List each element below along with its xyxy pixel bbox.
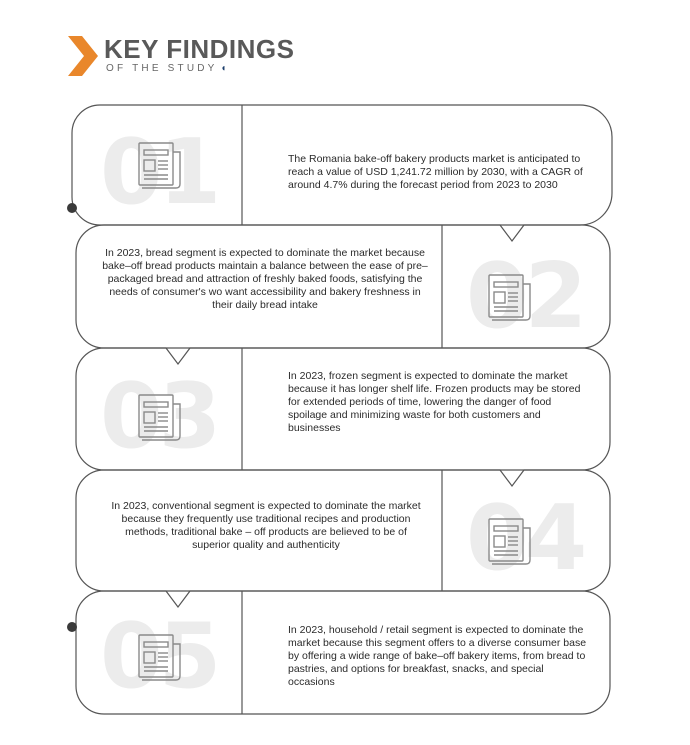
document-icon — [486, 272, 534, 322]
finding-text-03: In 2023, frozen segment is expected to dominate the market because it has longer shelf life. Frozen products may be stored for extended periods of time, lowering the danger of food spoilage and minimizing waste for both customers and businesses — [288, 370, 581, 434]
finding-number-03: 03 — [100, 364, 218, 469]
finding-number-01: 01 — [100, 120, 218, 225]
page-title: KEY FINDINGS — [104, 34, 295, 64]
finding-text-05: In 2023, household / retail segment is expected to dominate the market because this segment offers to a diverse consumer base by offering a wide range of bake–off bakery items, from bread to pastries, and options for breakfast, snacks, and special occasions — [288, 624, 587, 688]
page-subtitle: OF THE STUDY ◖ — [106, 63, 227, 74]
finding-number-02: 02 — [466, 244, 584, 349]
finding-number-05: 05 — [100, 604, 218, 709]
document-icon — [486, 516, 534, 566]
finding-text-01: The Romania bake-off bakery products market is anticipated to reach a value of USD 1,241.72 million by 2030, with a CAGR of around 4.7% during the forecast period from 2023 to 2030 — [288, 153, 583, 191]
document-icon — [136, 632, 184, 682]
finding-number-04: 04 — [466, 486, 584, 591]
document-icon — [136, 392, 184, 442]
finding-text-04: In 2023, conventional segment is expected to dominate the market because they frequently use traditional recipes and production methods, traditional bake – off products are believed to be of superior quality and authenticity — [111, 500, 421, 551]
finding-text-02: In 2023, bread segment is expected to dominate the market because bake–off bread products maintain a balance between the ease of pre–packaged bread and attraction of freshly baked foods, satisfying the needs of consumer's wo want accessibility and bakery freshness in their daily bread intake — [102, 247, 428, 311]
document-icon — [136, 140, 184, 190]
